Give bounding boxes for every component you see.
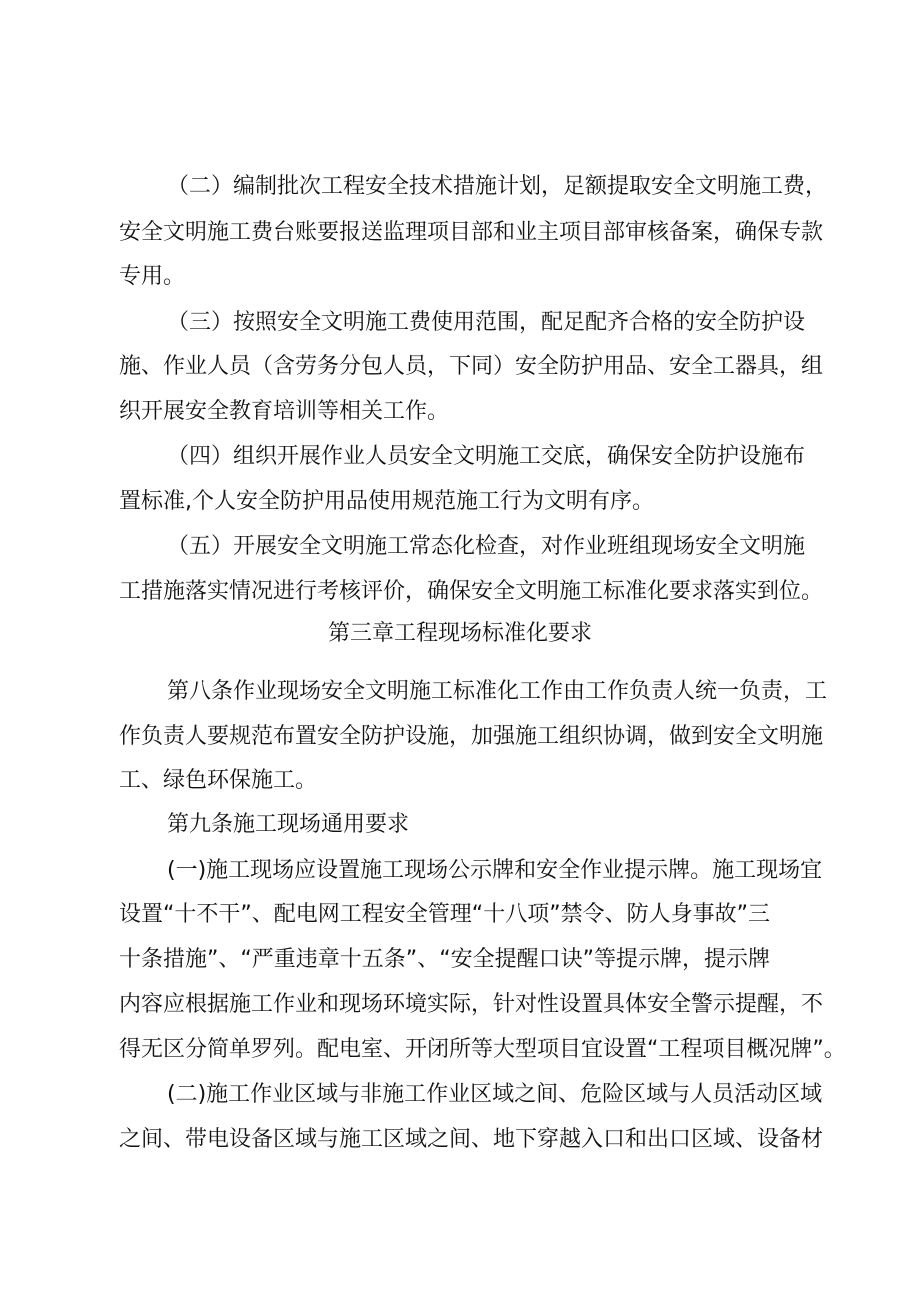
paragraph-4-line-2: 置标准,个人安全防护用品使用规范施工行为文明有序。 xyxy=(119,489,654,514)
article-9-item-2-line-1: (二)施工作业区域与非施工作业区域之间、危险区域与人员活动区域 xyxy=(167,1082,823,1107)
paragraph-5-line-2: 工措施落实情况进行考核评价，确保安全文明施工标准化要求落实到位。 xyxy=(119,579,824,604)
paragraph-2-line-1: （二）编制批次工程安全技术措施计划，足额提取安全文明施工费， xyxy=(167,174,828,199)
article-9-item-1-line-2: 设置“十不干”、配电网工程安全管理“十八项”禁令、防人身事故”三 xyxy=(119,902,770,927)
paragraph-3-line-3: 织开展安全教育培训等相关工作。 xyxy=(119,399,450,424)
article-9-item-1-line-4: 内容应根据施工作业和现场环境实际，针对性设置具体安全警示提醒，不 xyxy=(119,992,824,1017)
article-9-heading: 第九条施工现场通用要求 xyxy=(167,812,410,837)
paragraph-3-line-2: 施、作业人员（含劳务分包人员，下同）安全防护用品、安全工器具，组 xyxy=(119,354,824,379)
paragraph-3-line-1: （三）按照安全文明施工费使用范围，配足配齐合格的安全防护设 xyxy=(167,310,806,335)
article-8-line-3: 工、绿色环保施工。 xyxy=(119,768,318,793)
paragraph-2-line-3: 专用。 xyxy=(119,264,186,289)
article-8-line-2: 作负责人要规范布置安全防护设施，加强施工组织协调，做到安全文明施 xyxy=(119,724,824,749)
paragraph-4-line-1: （四）组织开展作业人员安全文明施工交底，确保安全防护设施布 xyxy=(167,444,806,469)
paragraph-2-line-2: 安全文明施工费台账要报送监理项目部和业主项目部审核备案，确保专款 xyxy=(119,220,824,245)
article-9-item-1-line-1: (一)施工现场应设置施工现场公示牌和安全作业提示牌。施工现场宜 xyxy=(167,858,823,883)
article-9-item-1-line-5: 得无区分简单罗列。配电室、开闭所等大型项目宜设置“工程项目概况牌”。 xyxy=(119,1037,846,1062)
chapter-heading: 第三章工程现场标准化要求 xyxy=(327,621,592,646)
article-8-line-1: 第八条作业现场安全文明施工标准化工作由工作负责人统一负责，工 xyxy=(167,679,828,704)
article-9-item-2-line-2: 之间、带电设备区域与施工区域之间、地下穿越入口和出口区域、设备材 xyxy=(119,1127,824,1152)
article-9-item-1-line-3: 十条措施”、“严重违章十五条”、“安全提醒口诀”等提示牌，提示牌 xyxy=(119,947,770,972)
paragraph-5-line-1: （五）开展安全文明施工常态化检查，对作业班组现场安全文明施 xyxy=(167,534,806,559)
